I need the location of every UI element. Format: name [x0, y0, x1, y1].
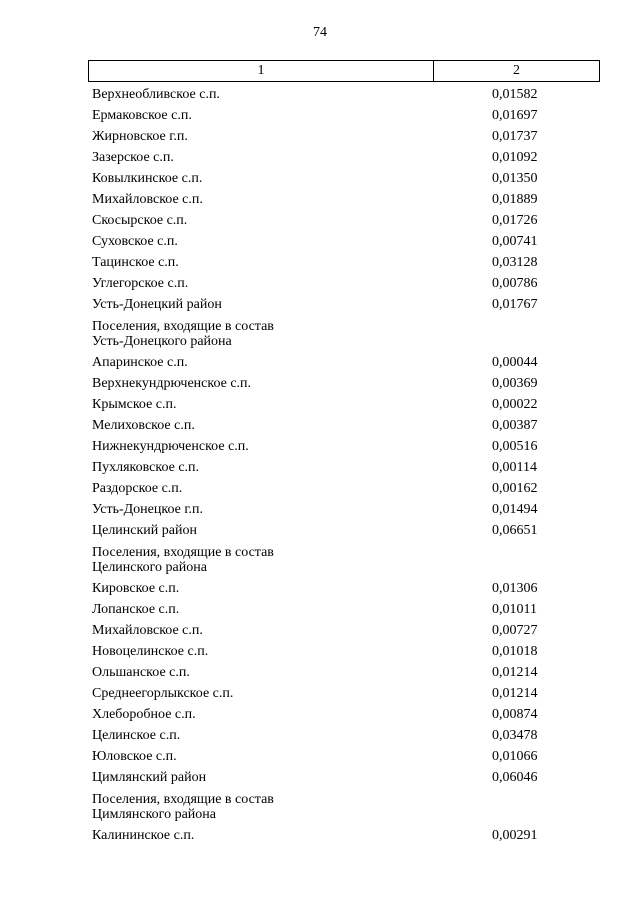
row-name-line: Скосырское с.п. — [92, 213, 188, 228]
table-row — [92, 725, 600, 746]
row-name-line-2: Усть-Донецкого района — [92, 334, 232, 349]
row-name-line: Верхнеобливское с.п. — [92, 87, 220, 102]
row-value: 0,06046 — [492, 770, 538, 785]
column-header-1: 1 — [89, 61, 434, 81]
row-value: 0,00291 — [492, 828, 538, 843]
table-group-heading-row — [92, 315, 600, 352]
row-name-line: Суховское с.п. — [92, 234, 178, 249]
table-row — [92, 210, 600, 231]
row-value: 0,01889 — [492, 192, 538, 207]
row-name-line: Верхнекундрюченское с.п. — [92, 376, 252, 391]
row-name — [92, 749, 492, 764]
row-name — [92, 355, 492, 370]
table-group-heading-row — [92, 541, 600, 578]
row-name-line: Хлеборобное с.п. — [92, 707, 196, 722]
row-value: 0,01350 — [492, 171, 538, 186]
row-value: 0,03128 — [492, 255, 538, 270]
row-value: 0,00162 — [492, 481, 538, 496]
row-value: 0,01306 — [492, 581, 538, 596]
row-name-line-2: Целинского района — [92, 560, 207, 575]
row-value: 0,01092 — [492, 150, 538, 165]
row-value: 0,01737 — [492, 129, 538, 144]
table-row — [92, 825, 600, 846]
table-row — [92, 641, 600, 662]
row-name — [92, 439, 492, 454]
row-name — [92, 828, 492, 843]
row-name — [92, 644, 492, 659]
table-row — [92, 84, 600, 105]
row-name-line: Тацинское с.п. — [92, 255, 179, 270]
row-value: 0,00369 — [492, 376, 538, 391]
row-name — [92, 792, 492, 822]
row-name-line: Крымское с.п. — [92, 397, 177, 412]
row-name — [92, 234, 492, 249]
row-name-line: Цимлянский район — [92, 770, 207, 785]
row-name — [92, 581, 492, 596]
row-value: 0,00114 — [492, 460, 537, 475]
row-value — [492, 319, 600, 349]
row-name-line: Калининское с.п. — [92, 828, 195, 843]
table-row — [92, 520, 600, 541]
row-value: 0,01214 — [492, 665, 538, 680]
row-name-line: Кировское с.п. — [92, 581, 180, 596]
row-name — [92, 129, 492, 144]
row-value: 0,00044 — [492, 355, 538, 370]
row-name — [92, 481, 492, 496]
table-row — [92, 294, 600, 315]
row-value: 0,00786 — [492, 276, 538, 291]
row-name-line: Усть-Донецкое г.п. — [92, 502, 203, 517]
row-name-line: Мелиховское с.п. — [92, 418, 195, 433]
table-row — [92, 457, 600, 478]
table-row — [92, 578, 600, 599]
row-name-line: Апаринское с.п. — [92, 355, 188, 370]
row-name — [92, 171, 492, 186]
row-name — [92, 602, 492, 617]
row-name — [92, 255, 492, 270]
row-name — [92, 319, 492, 349]
table-body — [92, 84, 600, 846]
row-name — [92, 686, 492, 701]
table-row — [92, 273, 600, 294]
row-name-line: Целинское с.п. — [92, 728, 181, 743]
row-name-line: Поселения, входящие в состав — [92, 792, 274, 807]
row-value: 0,06651 — [492, 523, 538, 538]
table-row — [92, 662, 600, 683]
row-value: 0,00874 — [492, 707, 538, 722]
table-row — [92, 147, 600, 168]
row-name-line: Михайловское с.п. — [92, 192, 203, 207]
row-name — [92, 276, 492, 291]
table-row — [92, 499, 600, 520]
table-header — [88, 60, 600, 82]
row-name-line: Юловское с.п. — [92, 749, 177, 764]
row-value: 0,00727 — [492, 623, 538, 638]
row-value: 0,01214 — [492, 686, 538, 701]
row-name-line: Нижнекундрюченское с.п. — [92, 439, 249, 454]
row-name-line: Ковылкинское с.п. — [92, 171, 203, 186]
row-name — [92, 418, 492, 433]
row-name-line: Ольшанское с.п. — [92, 665, 190, 680]
row-name — [92, 297, 492, 312]
row-value: 0,00741 — [492, 234, 538, 249]
table-row — [92, 683, 600, 704]
row-name-line: Зазерское с.п. — [92, 150, 174, 165]
row-name — [92, 623, 492, 638]
row-name — [92, 770, 492, 785]
table-row — [92, 252, 600, 273]
column-header-2: 2 — [513, 63, 520, 78]
row-value: 0,01066 — [492, 749, 538, 764]
table-row — [92, 478, 600, 499]
row-name — [92, 502, 492, 517]
row-name-line: Михайловское с.п. — [92, 623, 203, 638]
table-row — [92, 746, 600, 767]
row-value: 0,00387 — [492, 418, 538, 433]
table-row — [92, 352, 600, 373]
row-name-line: Углегорское с.п. — [92, 276, 189, 291]
row-name — [92, 192, 492, 207]
table-row — [92, 436, 600, 457]
row-name — [92, 397, 492, 412]
row-name — [92, 728, 492, 743]
row-name — [92, 707, 492, 722]
row-name-line: Пухляковское с.п. — [92, 460, 200, 475]
table-row — [92, 126, 600, 147]
row-value: 0,00022 — [492, 397, 538, 412]
table-row — [92, 704, 600, 725]
row-name — [92, 545, 492, 575]
row-name-line: Ермаковское с.п. — [92, 108, 192, 123]
table-row — [92, 767, 600, 788]
row-name — [92, 87, 492, 102]
row-name — [92, 460, 492, 475]
row-name-line: Поселения, входящие в состав — [92, 319, 274, 334]
table-row — [92, 105, 600, 126]
row-name-line: Новоцелинское с.п. — [92, 644, 209, 659]
row-name-line: Усть-Донецкий район — [92, 297, 222, 312]
table-row — [92, 394, 600, 415]
table-row — [92, 599, 600, 620]
row-value: 0,01697 — [492, 108, 538, 123]
row-value: 0,00516 — [492, 439, 538, 454]
row-name — [92, 213, 492, 228]
row-name-line-2: Цимлянского района — [92, 807, 216, 822]
row-name — [92, 523, 492, 538]
table-group-heading-row — [92, 788, 600, 825]
row-name — [92, 108, 492, 123]
table-row — [92, 373, 600, 394]
row-name-line: Целинский район — [92, 523, 197, 538]
row-name — [92, 665, 492, 680]
row-name-line: Раздорское с.п. — [92, 481, 183, 496]
table-row — [92, 189, 600, 210]
row-name-line: Лопанское с.п. — [92, 602, 180, 617]
page-number: 74 — [313, 25, 327, 40]
row-value: 0,01767 — [492, 297, 538, 312]
table-row — [92, 168, 600, 189]
row-name-line: Поселения, входящие в состав — [92, 545, 274, 560]
row-name-line: Среднеегорлыкское с.п. — [92, 686, 234, 701]
row-value — [492, 792, 600, 822]
row-value — [492, 545, 600, 575]
row-value: 0,01018 — [492, 644, 538, 659]
row-value: 0,01494 — [492, 502, 538, 517]
row-value: 0,01582 — [492, 87, 538, 102]
row-value: 0,03478 — [492, 728, 538, 743]
table-row — [92, 415, 600, 436]
table-row — [92, 231, 600, 252]
row-value: 0,01011 — [492, 602, 537, 617]
table-row — [92, 620, 600, 641]
row-name — [92, 376, 492, 391]
row-name-line: Жирновское г.п. — [92, 129, 188, 144]
row-name — [92, 150, 492, 165]
row-value: 0,01726 — [492, 213, 538, 228]
